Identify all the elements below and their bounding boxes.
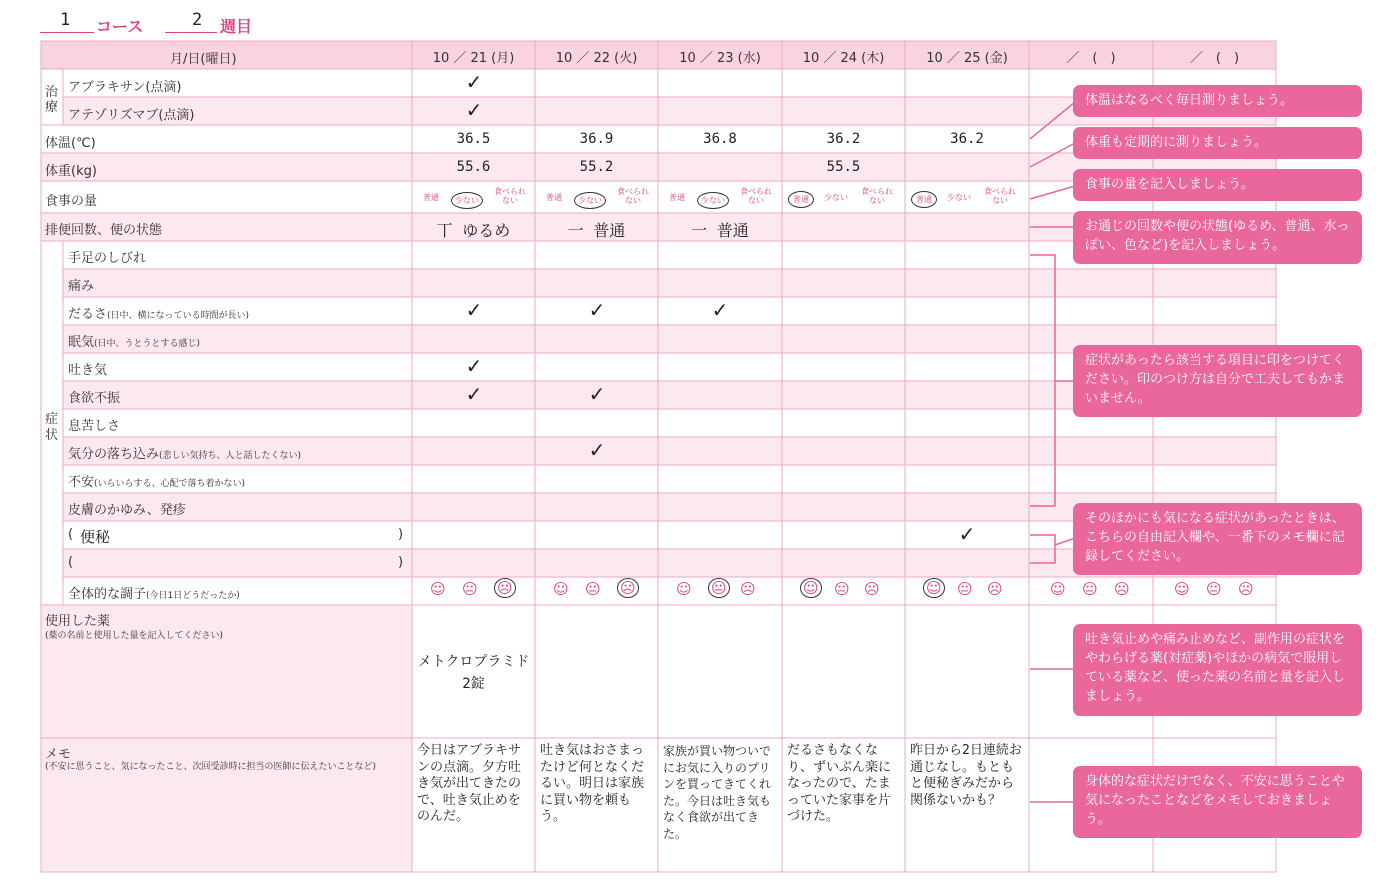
row-fatigue-label: だるさ(日中、横になっている時間が長い) — [68, 307, 250, 322]
faces-d5: ☺ 😐 ☹ — [923, 580, 1019, 602]
check-fatigue-d2: ✓ — [588, 298, 606, 322]
meal-d4: 普通 少ない 食べられない — [788, 186, 898, 208]
callout-stool: お通じの回数や便の状態(ゆるめ、普通、水っぽい、色など)を記入しましょう。 — [1073, 211, 1362, 264]
stool-d3: 一 普通 — [691, 221, 749, 240]
row-free1-open: ( — [68, 527, 74, 542]
symptom-label-2: 状 — [45, 428, 59, 443]
stool-d1: 丅 ゆるめ — [436, 221, 511, 240]
temp-d5: 36.2 — [950, 131, 984, 147]
date-header: 月/日(曜日) — [170, 52, 237, 67]
row-meal-label: 食事の量 — [45, 194, 98, 209]
check-appetite-d2: ✓ — [588, 382, 606, 406]
treatment-label-2: 療 — [45, 100, 59, 115]
date-col-4: 10 ／ 24 (木) — [802, 51, 885, 66]
faces-d6: ☺ 😐 ☹ — [1050, 580, 1130, 598]
date-col-3: 10 ／ 23 (水) — [679, 51, 761, 66]
check-fatigue-d1: ✓ — [465, 298, 483, 322]
row-temp-label: 体温(℃) — [45, 136, 96, 151]
check-drug2-d1: ✓ — [465, 98, 483, 122]
memo-d4: だるさもなくなり、ずいぶん楽になったので、たまっていた家事を片づけた。 — [787, 743, 892, 824]
date-col-5: 10 ／ 25 (金) — [926, 51, 1008, 66]
faces-d3: ☺ 😐 ☹ — [676, 579, 756, 598]
memo-d3: 家族が買い物ついでにお気に入りのプリンを買ってきてくれた。今日は吐き気もなく食欲が出てきた。 — [663, 744, 772, 841]
check-drug1-d1: ✓ — [465, 70, 483, 94]
meds-d1-line1: メトクロプラミド — [417, 654, 530, 670]
date-col-1: 10 ／ 21 (月) — [432, 51, 515, 66]
date-col-2: 10 ／ 22 (火) — [555, 51, 638, 66]
weight-d2: 55.2 — [579, 159, 614, 175]
row-stool-label: 排便回数、便の状態 — [45, 223, 163, 238]
row-anxiety-label: 不安(いらいらする、心配で落ち着かない) — [68, 475, 246, 490]
memo-d1: 今日はアブラキサンの点滴。夕方吐き気が出てきたので、吐き気止めをのんだ。 — [417, 743, 522, 824]
row-free1-close: ) — [398, 527, 404, 542]
row-drug1-label: アブラキサン(点滴) — [68, 80, 182, 95]
symptom-label-1: 症 — [45, 412, 59, 427]
callout-free: そのほかにも気になる症状があったときは、こちらの自由記入欄や、一番下のメモ欄に記録してください。 — [1073, 503, 1362, 575]
memo-d5: 昨日から2日連続お通じなし。もともと便秘ぎみだから関係ないかも？ — [910, 743, 1022, 808]
temp-d3: 36.8 — [703, 131, 737, 147]
faces-d7: ☺ 😐 ☹ — [1174, 580, 1254, 598]
row-meds-note: (薬の名前と使用した量を記入してください) — [45, 631, 224, 641]
treatment-label-1: 治 — [45, 85, 59, 100]
callout-memo: 身体的な症状だけでなく、不安に思うことや気になったことなどをメモしておきましょう。 — [1073, 766, 1362, 838]
memo-d2: 吐き気はおさまったけど何となくだるい。明日は家族に買い物を頼もう。 — [540, 743, 645, 824]
temp-d2: 36.9 — [579, 131, 614, 147]
row-numbness-label: 手足のしびれ — [68, 251, 147, 266]
date-col-7: ／ ( ) — [1189, 51, 1240, 66]
date-col-6: ／ ( ) — [1066, 51, 1116, 66]
callout-meds: 吐き気止めや痛み止めなど、副作用の症状をやわらげる薬(対症薬)やほかの病気で服用している薬など、使った薬の名前と量を記入しましょう。 — [1073, 624, 1362, 716]
row-meds-label: 使用した薬 — [45, 614, 111, 629]
stool-d2: 一 普通 — [567, 221, 626, 240]
course-number: 1 — [60, 10, 71, 30]
check-mood-d2: ✓ — [588, 438, 606, 462]
row-memo-note: (不安に思うこと、気になったこと、次回受診時に担当の医師に伝えたいことなど) — [45, 762, 377, 772]
course-label: コース — [96, 17, 144, 36]
row-free2-open: ( — [68, 555, 74, 570]
check-fatigue-d3: ✓ — [711, 298, 729, 322]
row-free2-close: ) — [398, 555, 404, 570]
faces-d4: ☺ 😐 ☹ — [800, 580, 896, 602]
faces-d2: ☺ 😐 ☹ — [553, 580, 649, 602]
row-mood-label: 気分の落ち込み(悲しい気持ち、人と話したくない) — [68, 447, 302, 462]
week-number: 2 — [192, 10, 203, 30]
meal-d5: 普通 少ない 食べられない — [911, 186, 1021, 208]
check-appetite-d1: ✓ — [465, 382, 483, 406]
check-free1-d5: ✓ — [958, 522, 976, 546]
row-sleepy-label: 眠気(日中、うとうとする感じ) — [68, 335, 201, 350]
meal-d1: 普通 少ない 食べられない — [423, 186, 533, 208]
row-free1-text: 便秘 — [80, 528, 111, 546]
callout-meal: 食事の量を記入しましょう。 — [1073, 169, 1362, 201]
weight-d4: 55.5 — [826, 159, 861, 175]
row-nausea-label: 吐き気 — [68, 363, 108, 378]
row-pain-label: 痛み — [68, 279, 95, 294]
meds-d1-line2: 2錠 — [462, 676, 485, 692]
callout-temp: 体温はなるべく毎日測りましょう。 — [1073, 85, 1362, 117]
meal-d3: 普通 少ない 食べられない — [669, 186, 779, 208]
callout-symptoms: 症状があったら該当する項目に印をつけてください。印のつけ方は自分で工夫してもかまいません。 — [1073, 345, 1362, 417]
temp-d4: 36.2 — [826, 131, 861, 147]
callout-weight: 体重も定期的に測りましょう。 — [1073, 127, 1362, 159]
row-memo-label: メモ — [45, 747, 72, 762]
check-nausea-d1: ✓ — [465, 354, 483, 378]
week-label: 週目 — [220, 17, 253, 36]
row-drug2-label: アテゾリズマブ(点滴) — [68, 108, 195, 123]
meal-d2: 普通 少ない 食べられない — [546, 186, 656, 208]
temp-d1: 36.5 — [456, 131, 491, 147]
row-weight-label: 体重(kg) — [45, 164, 97, 179]
row-skin-label: 皮膚のかゆみ、発疹 — [68, 503, 186, 518]
faces-d1: ☺ 😐 ☹ — [430, 580, 526, 602]
row-breath-label: 息苦しさ — [68, 419, 121, 434]
weight-d1: 55.6 — [456, 159, 491, 175]
row-overall-label: 全体的な調子(今日1日どうだったか) — [68, 587, 240, 602]
row-appetite-label: 食欲不振 — [68, 391, 121, 406]
